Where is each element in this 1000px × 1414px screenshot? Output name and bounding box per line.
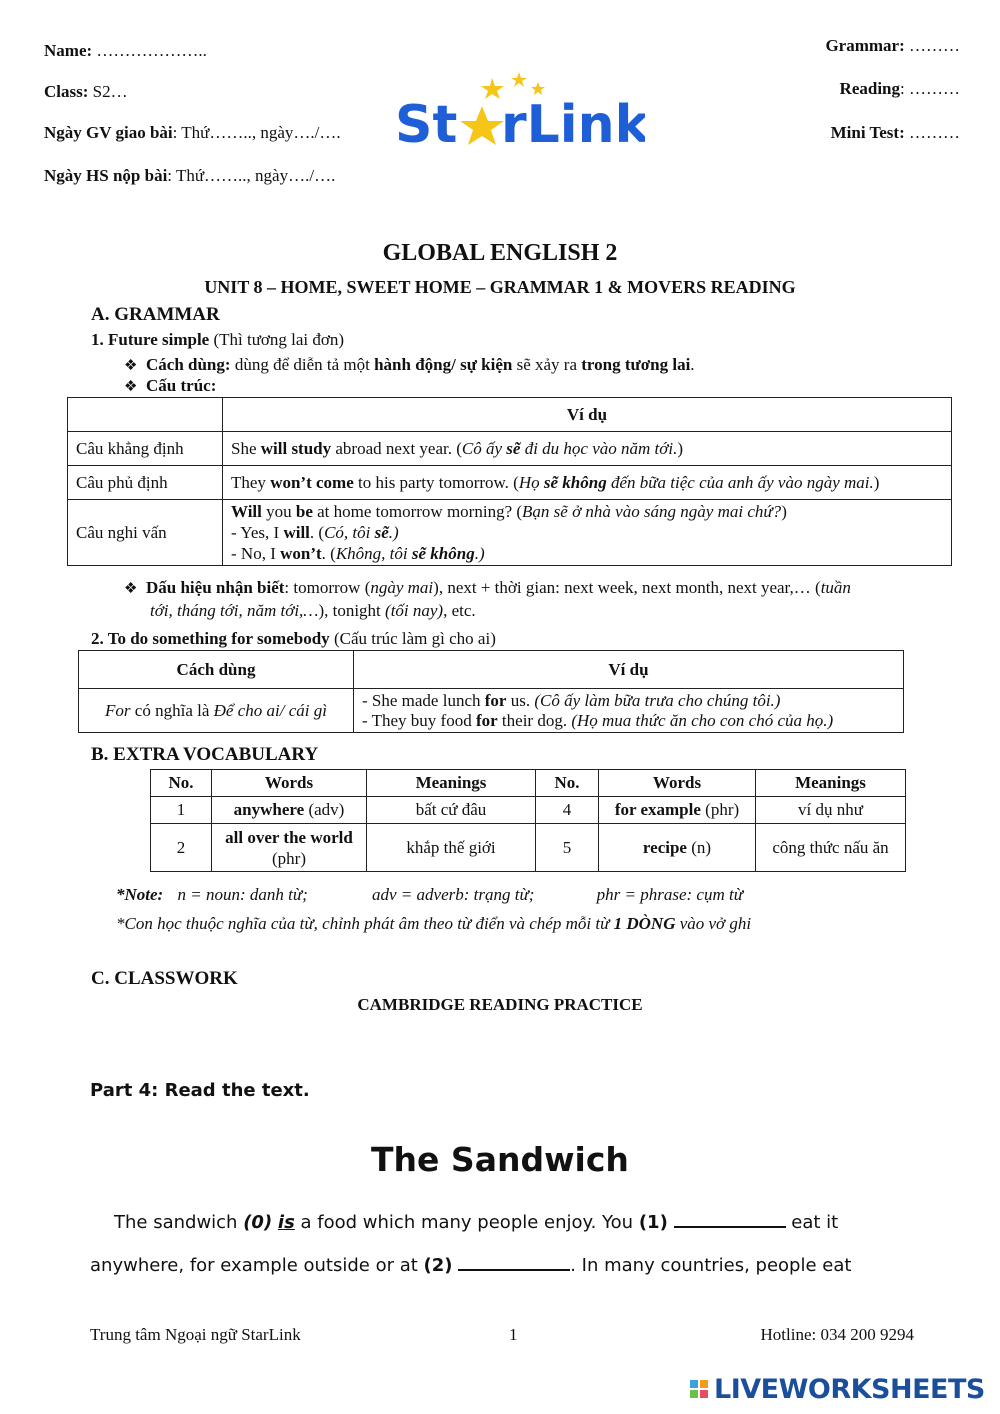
liveworksheets-logo-icon [690,1380,708,1398]
reading-practice-title: CAMBRIDGE READING PRACTICE [357,995,643,1014]
classwork-heading: C. CLASSWORK [91,968,238,989]
for-table: Cách dùng Ví dụ For có nghĩa là Để cho ai/ cái gì - She made lunch for us. (Cô ấy làm bữa trưa cho chúng tôi.) - They buy food for their dog. (Họ mua thức ăn cho con chó của họ.) [78,650,904,733]
table-row: For có nghĩa là Để cho ai/ cái gì - She made lunch for us. (Cô ấy làm bữa trưa cho chúng tôi.) - They buy food for their dog. (Họ mua thức ăn cho con chó của họ.) [79,689,904,733]
assign-date-line: Ngày GV giao bài: Thứ…….., ngày…./…. [44,123,341,142]
story-line-2: anywhere, for example outside or at (2) . In many countries, people eat [90,1251,902,1276]
answer-blank-2[interactable] [458,1251,570,1271]
unit-title: UNIT 8 – HOME, SWEET HOME – GRAMMAR 1 & MOVERS READING [204,277,796,297]
story-line-1: The sandwich (0) is a food which many people enjoy. You (1) eat it [90,1208,902,1233]
reading-score: Reading: ……… [839,79,960,98]
story-title: The Sandwich [371,1140,629,1179]
table-row: 1 anywhere (adv) bất cứ đâu 4 for example (phr) ví dụ như [151,797,906,824]
future-simple-title: 1. Future simple (Thì tương lai đơn) [91,330,345,349]
footer-center-name: Trung tâm Ngoại ngữ StarLink [90,1325,301,1344]
grammar-heading: A. GRAMMAR [91,304,220,325]
table-row: Câu nghi vấn Will you be at home tomorrow morning? (Bạn sẽ ở nhà vào sáng ngày mai chứ?) - Yes, I will. (Có, tôi sẽ.) - No, I won’t. (Không, tôi sẽ không.) [68,500,952,566]
table-row: Câu phủ định They won’t come to his party tomorrow. (Họ sẽ không đến bữa tiệc của anh ấy vào ngày mai.) [68,466,952,500]
grammar-score: Grammar: ……… [825,36,960,55]
submit-date-line: Ngày HS nộp bài: Thứ…….., ngày…./…. [44,166,336,185]
table-row: 2 all over the world (phr) khắp thế giới 5 recipe (n) công thức nấu ăn [151,824,906,872]
note-line: *Note: n = noun: danh từ; adv = adverb: trạng từ; phr = phrase: cụm từ [116,885,743,904]
liveworksheets-text: LIVEWORKSHEETS [714,1373,985,1405]
minitest-score: Mini Test: ……… [830,123,960,142]
signs-line: ❖ Dấu hiệu nhận biết: tomorrow (ngày mai), next + thời gian: next week, next month, next year,… (tuần tới, tháng tới, năm tới,…), tonight (tối nay), etc. [124,578,851,620]
vocab-table: No. Words Meanings No. Words Meanings 1 anywhere (adv) bất cứ đâu 4 for example (phr) ví dụ như 2 all over the world (phr) khắp thế giới 5 recipe (n) công thức nấu ăn [150,769,906,872]
note-instruction: *Con học thuộc nghĩa của từ, chỉnh phát âm theo từ điển và chép mỗi từ 1 DÒNG vào vở ghi [116,914,752,933]
future-simple-table [67,397,952,566]
to-do-for-title: 2. To do something for somebody (Cấu trúc làm gì cho ai) [91,629,496,648]
usage-line: ❖ Cách dùng: dùng để diễn tả một hành động/ sự kiện sẽ xảy ra trong tương lai. [124,355,695,374]
star-icon [460,106,504,145]
star-icon [511,72,527,87]
liveworksheets-brand[interactable] [690,1374,985,1404]
name-line: Name: ……………….. [44,41,207,60]
class-line: Class: S2… [44,82,128,101]
page-title: GLOBAL ENGLISH 2 [382,240,618,266]
starlink-logo [395,70,645,160]
page-number: 1 [509,1325,518,1344]
part-title: Part 4: Read the text. [90,1080,310,1101]
bullet-diamond-icon: ❖ [124,358,138,374]
logo-text-rlink: rLink [501,95,645,155]
footer-hotline: Hotline: 034 200 9294 [760,1325,914,1344]
star-icon [531,82,545,95]
logo-text-st: St [395,95,458,155]
structure-line: ❖ Cấu trúc: [124,376,217,395]
vocab-heading: B. EXTRA VOCABULARY [91,744,319,765]
bullet-diamond-icon: ❖ [124,379,138,395]
table-header: Ví dụ [223,398,952,432]
table-row: Câu khẳng định She will study abroad next year. (Cô ấy sẽ đi du học vào năm tới.) [68,432,952,466]
bullet-diamond-icon: ❖ [124,581,138,597]
answer-blank-1[interactable] [674,1208,786,1228]
